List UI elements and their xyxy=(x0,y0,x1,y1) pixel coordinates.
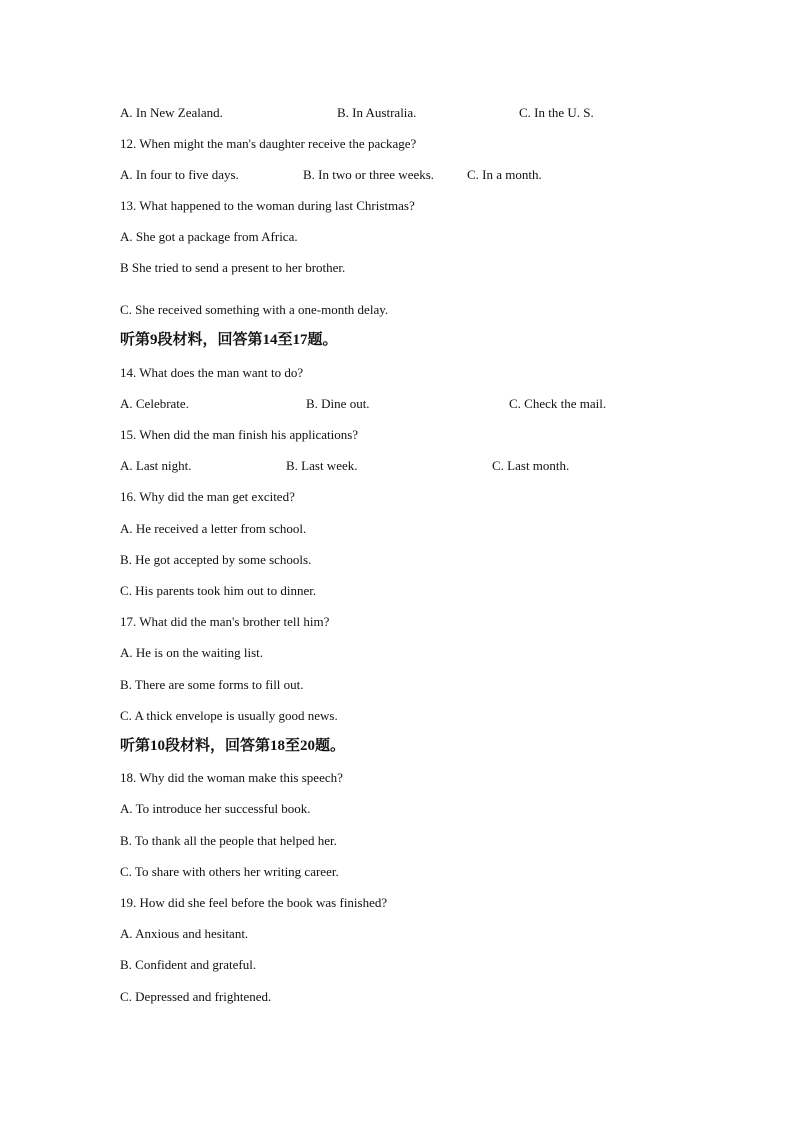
q17-option-a: A. He is on the waiting list. xyxy=(120,645,263,660)
q19-option-a: A. Anxious and hesitant. xyxy=(120,926,249,941)
q11-option-b: B. In Australia. xyxy=(337,105,417,120)
q13-option-c: C. She received something with a one-month delay. xyxy=(120,302,389,317)
q18-option-c: C. To share with others her writing career. xyxy=(120,864,339,879)
q12-question: 12. When might the man's daughter receive the package? xyxy=(120,136,417,151)
q11-option-a: A. In New Zealand. xyxy=(120,105,223,120)
q15-question: 15. When did the man finish his applications? xyxy=(120,427,359,442)
q13-option-a: A. She got a package from Africa. xyxy=(120,229,298,244)
section-9-heading: 听第9段材料，回答第14至17题。 xyxy=(120,332,338,348)
q11-option-c: C. In the U. S. xyxy=(519,105,594,120)
q15-option-c: C. Last month. xyxy=(492,458,570,473)
q17-option-b: B. There are some forms to fill out. xyxy=(120,677,304,692)
q17-option-c: C. A thick envelope is usually good news. xyxy=(120,708,338,723)
q14-option-c: C. Check the mail. xyxy=(509,396,607,411)
q19-option-b: B. Confident and grateful. xyxy=(120,957,257,972)
q12-option-c: C. In a month. xyxy=(467,167,542,182)
q13-option-b: B She tried to send a present to her brother. xyxy=(120,260,346,275)
q16-question: 16. Why did the man get excited? xyxy=(120,489,295,504)
q16-option-b: B. He got accepted by some schools. xyxy=(120,552,312,567)
q14-option-a: A. Celebrate. xyxy=(120,396,189,411)
section-10-heading: 听第10段材料，回答第18至20题。 xyxy=(120,738,346,754)
q14-question: 14. What does the man want to do? xyxy=(120,365,304,380)
q15-option-b: B. Last week. xyxy=(286,458,358,473)
q19-option-c: C. Depressed and frightened. xyxy=(120,989,272,1004)
q17-question: 17. What did the man's brother tell him? xyxy=(120,614,330,629)
q16-option-c: C. His parents took him out to dinner. xyxy=(120,583,317,598)
q16-option-a: A. He received a letter from school. xyxy=(120,521,307,536)
q12-option-a: A. In four to five days. xyxy=(120,167,239,182)
q13-question: 13. What happened to the woman during last Christmas? xyxy=(120,198,415,213)
q18-option-b: B. To thank all the people that helped her. xyxy=(120,833,337,848)
q18-option-a: A. To introduce her successful book. xyxy=(120,801,311,816)
q19-question: 19. How did she feel before the book was finished? xyxy=(120,895,388,910)
q15-option-a: A. Last night. xyxy=(120,458,192,473)
q14-option-b: B. Dine out. xyxy=(306,396,370,411)
q18-question: 18. Why did the woman make this speech? xyxy=(120,770,343,785)
q12-option-b: B. In two or three weeks. xyxy=(303,167,435,182)
